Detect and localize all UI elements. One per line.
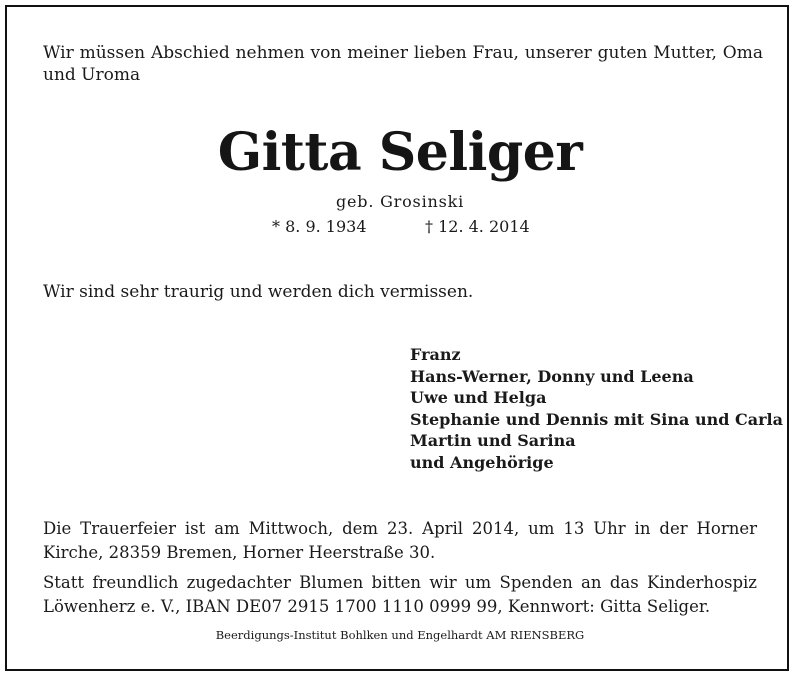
birth-date: * 8. 9. 1934 <box>272 217 367 236</box>
service-info: Die Trauerfeier ist am Mittwoch, dem 23. April 2014, um 13 Uhr in der Horner Kirche, 28359 Bremen, Horner Heerstraße 30. <box>43 519 757 562</box>
mourner-line: und Angehörige <box>410 452 554 472</box>
mourners-list <box>410 344 783 474</box>
mourner-line: Franz <box>410 345 461 364</box>
maiden-name: geb. Grosinski <box>335 192 465 211</box>
deceased-name: Gitta Seliger <box>217 122 583 183</box>
funeral-home: Beerdigungs-Institut Bohlken und Engelhardt AM RIENSBERG <box>215 628 585 642</box>
sentiment-text: Wir sind sehr traurig und werden dich vermissen. <box>43 282 474 302</box>
donation-info: Statt freundlich zugedachter Blumen bitten wir um Spenden an das Kinderhospiz Löwenherz e. V., IBAN DE07 2915 1700 1110 0999 99, Kennwort: Gitta Seliger. <box>43 573 757 616</box>
mourner-line: Stephanie und Dennis mit Sina und Carla <box>410 409 783 429</box>
death-date: † 12. 4. 2014 <box>425 217 530 236</box>
mourner-line: Uwe und Helga <box>410 388 547 408</box>
mourner-line: Hans-Werner, Donny und Leena <box>410 366 694 386</box>
intro-text: Wir müssen Abschied nehmen von meiner lieben Frau, unserer guten Mutter, Oma und Uroma <box>43 43 763 85</box>
mourner-line: Martin und Sarina <box>410 431 576 451</box>
